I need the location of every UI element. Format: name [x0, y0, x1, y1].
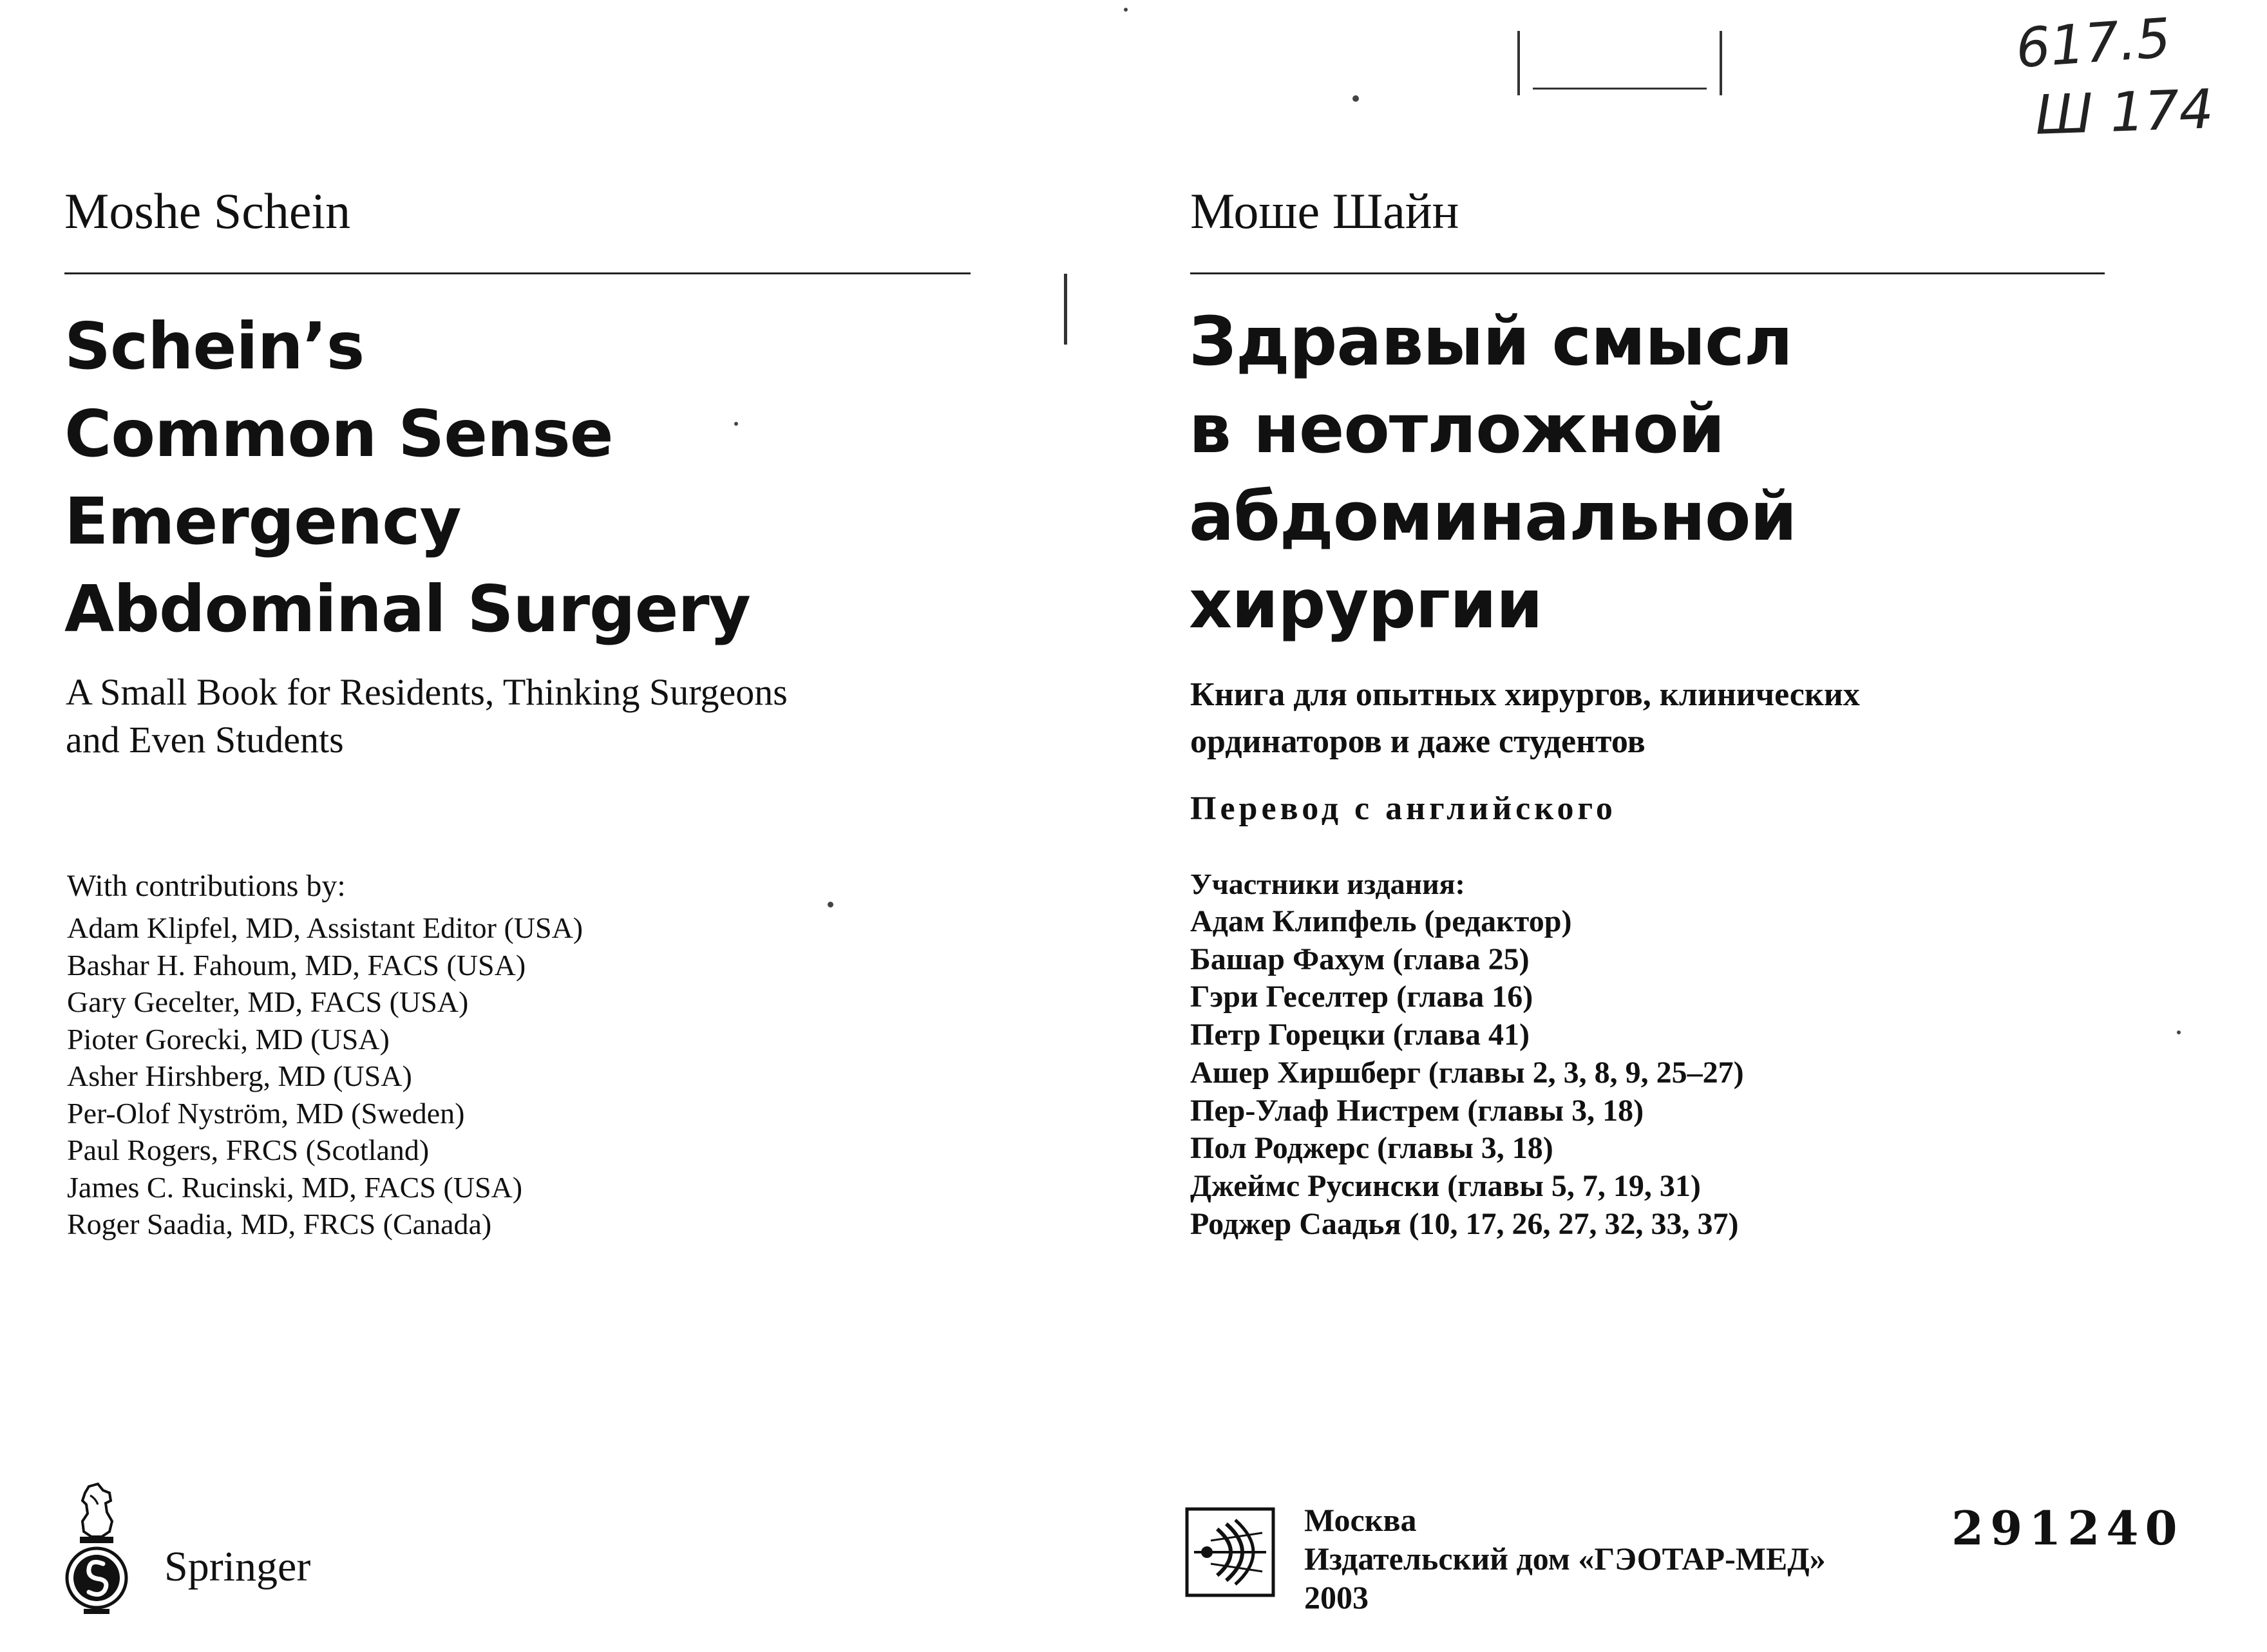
subtitle-line: A Small Book for Residents, Thinking Surgeons [66, 671, 788, 713]
contributor-item: Петр Горецки (глава 41) [1190, 1018, 1530, 1052]
title-line: абдоминальной [1189, 477, 1797, 556]
contributor-item: Adam Klipfel, MD, Assistant Editor (USA) [67, 911, 583, 944]
title-line: Emergency [64, 484, 461, 559]
publication-year: 2003 [1304, 1579, 1369, 1615]
book-title-en [64, 303, 750, 653]
contributor-item: Pioter Gorecki, MD (USA) [67, 1022, 390, 1056]
book-subtitle-ru [1190, 671, 1860, 765]
title-line: Schein’s [64, 309, 365, 384]
inventory-number: 291240 [1951, 1501, 2184, 1555]
springer-knight-logo [64, 1481, 129, 1629]
translation-note: Перевод с английского [1190, 790, 1617, 827]
scan-speck [828, 902, 833, 907]
contributor-item: Ашер Хиршберг (главы 2, 3, 8, 9, 25–27) [1190, 1055, 1744, 1090]
title-line: Здравый смысл [1189, 302, 1792, 381]
contributor-item: Per-Olof Nyström, MD (Sweden) [67, 1096, 465, 1130]
contributor-item: Пол Роджерс (главы 3, 18) [1190, 1131, 1553, 1166]
scan-speck [734, 422, 738, 426]
contributions-heading-en: With contributions by: [67, 869, 346, 903]
contributor-item: James C. Rucinski, MD, FACS (USA) [67, 1170, 523, 1204]
contributor-item: Пер-Улаф Нистрем (главы 3, 18) [1190, 1093, 1644, 1128]
author-name-en: Moshe Schein [64, 183, 351, 239]
library-stamp [1517, 31, 1722, 95]
contributions-heading-ru: Участники издания: [1190, 868, 1465, 900]
handwritten-author-code: Ш 174 [2034, 77, 2215, 147]
book-subtitle-en [66, 669, 788, 764]
divider-rule-left [64, 272, 971, 274]
subtitle-line: Книга для опытных хирургов, клинических [1190, 676, 1860, 713]
contributor-item: Башар Фахум (глава 25) [1190, 942, 1530, 976]
contributors-list-ru [1190, 903, 1744, 1243]
contributors-list-en [67, 909, 583, 1243]
title-line: в неотложной [1189, 390, 1725, 468]
handwritten-class-number: 617.5 [2013, 6, 2173, 81]
publisher-name-en: Springer [164, 1543, 311, 1590]
author-name-ru: Моше Шайн [1190, 183, 1459, 239]
title-line: Common Sense [64, 396, 613, 471]
contributor-item: Адам Клипфель (редактор) [1190, 904, 1572, 938]
scan-speck [1124, 8, 1128, 12]
subtitle-line: and Even Students [66, 719, 344, 761]
publisher-block-ru [1304, 1501, 1826, 1617]
contributor-item: Роджер Саадья (10, 17, 26, 27, 32, 33, 37) [1190, 1206, 1739, 1241]
title-line: хирургии [1189, 565, 1542, 643]
contributor-item: Джеймс Русински (главы 5, 7, 19, 31) [1190, 1168, 1701, 1203]
contributor-item: Bashar H. Fahoum, MD, FACS (USA) [67, 948, 526, 982]
geotar-med-logo [1185, 1507, 1275, 1597]
publisher-city: Москва [1304, 1502, 1417, 1538]
contributor-item: Гэри Геселтер (глава 16) [1190, 980, 1533, 1014]
book-title-ru [1189, 298, 1796, 648]
contributor-item: Roger Saadia, MD, FRCS (Canada) [67, 1208, 492, 1240]
publisher-name: Издательский дом «ГЭОТАР-МЕД» [1304, 1541, 1826, 1577]
gutter-mark [1064, 274, 1067, 345]
divider-rule-right [1190, 272, 2105, 274]
contributor-item: Gary Gecelter, MD, FACS (USA) [67, 985, 469, 1018]
contributor-item: Asher Hirshberg, MD (USA) [67, 1059, 412, 1092]
scan-speck [1352, 95, 1359, 102]
title-line: Abdominal Surgery [64, 571, 750, 647]
scan-speck [2177, 1030, 2181, 1034]
subtitle-line: ординаторов и даже студентов [1190, 723, 1646, 760]
contributor-item: Paul Rogers, FRCS (Scotland) [67, 1134, 430, 1166]
